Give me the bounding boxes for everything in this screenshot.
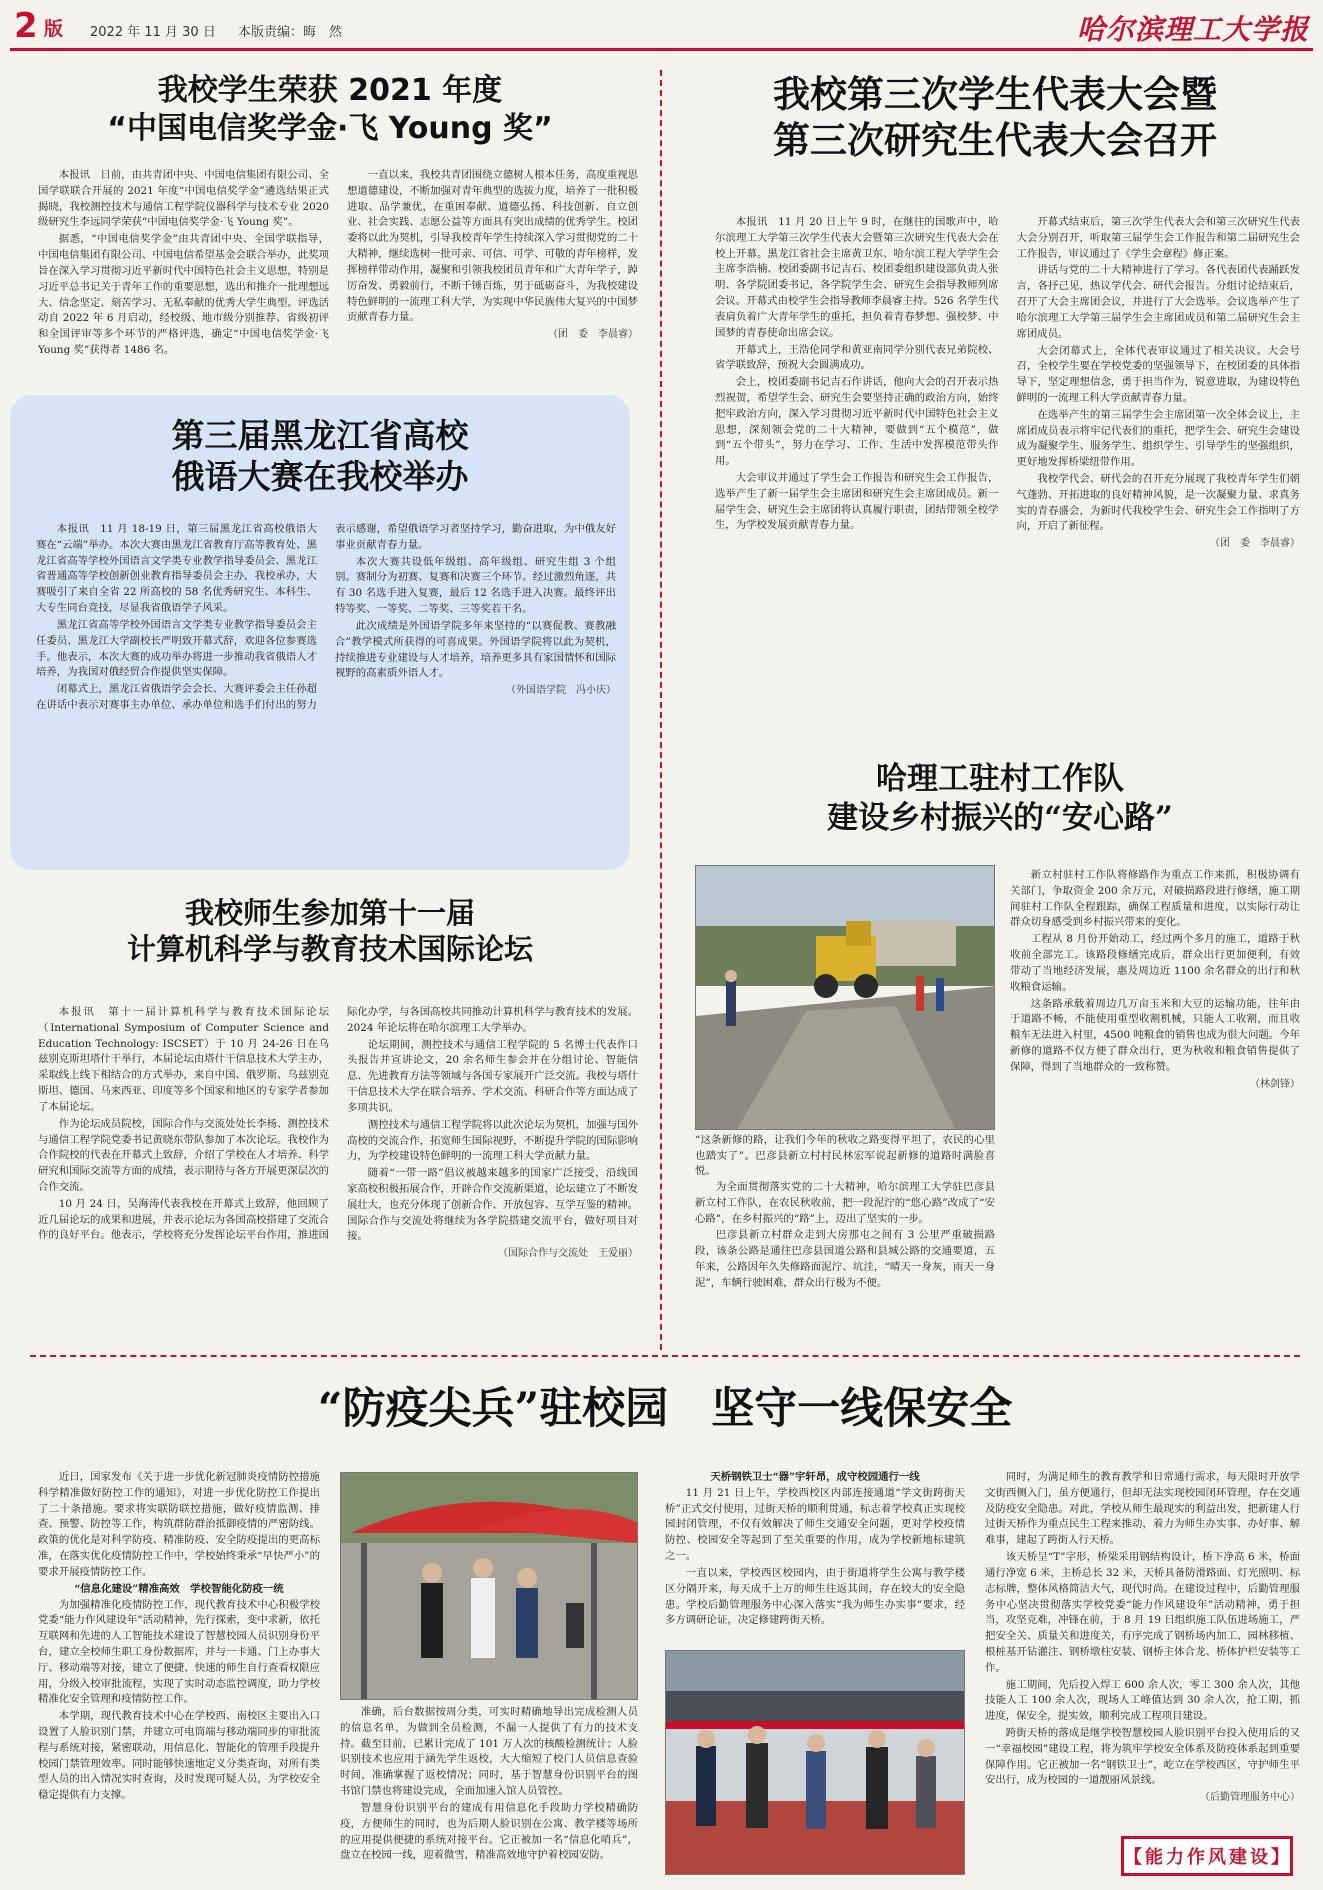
article1-title-line2: “中国电信奖学金·飞 Young 奖” xyxy=(107,110,553,146)
paragraph: 这条路承载着周边几万亩玉米和大豆的运输功能，往年由于道路不畅，不能使用重型收割机械，只能人工收割，而且收粮车无法进入村里，4500 吨粮食的销售也成为很大问题。今年新修的道路不仅方便了群众出行，更为秋收和粮食销售提供了保障，得到了当地群众的一致称赞。 xyxy=(1010,997,1300,1073)
subheading: “信息化建设”精准高效 学校智能化防疫一统 xyxy=(74,1582,284,1595)
paragraph: 同时，为满足师生的教育教学和日常通行需求，每天限时开放学文街西侧入门，虽方便通行，但却无法实现校园闭环管理，存在交通及防疫安全隐患。对此，学校从师生最现实的利益出发，把新建人行过街天桥作为重点民生工程来推动，着力为师生办实事、办好事、解难事，建起了跨街人行天桥。 xyxy=(985,1471,1300,1547)
paragraph: 我校学代会、研代会的召开充分展现了我校青年学生们朝气蓬勃、开拓进取的良好精神风貌，是一次凝聚力量、求真务实的青春盛会，为新时代我校学生会、研究生会工作指明了方向，开启了新征程。 xyxy=(1016,473,1300,533)
paragraph: 智慧身份识别平台的建成有用信息化手段助力学校精确防疫，方便师生的同时，也为后期人脸识别在公寓、教学楼等场所的应用提供便捷的系统对接平台。它正被加一名“信息化哨兵”，盘立在校园一线，迎着微雪，精准高效地守护着校园安防。 xyxy=(340,1801,638,1862)
paragraph: 巴彦县新立村群众走到大房那屯之间有 3 公里严重破损路段，该条公路是通往巴彦县国道公路和县城公路的交通要道，五年来，公路因年久失修路面泥泞、坑洼，“晴天一身灰，雨天一身泥”，车辆行驶困难，群众出行极为不便。 xyxy=(695,1229,995,1289)
column-tag: 【能力作风建设】 xyxy=(1121,1836,1293,1876)
paragraph: 本报讯 第十一届计算机科学与教育技术国际论坛（International Symposium of Computer Science and Education Technology: ISCSET）于 10 月 24-26 日在乌兹别克斯坦塔什干举行，本届论坛由塔什干信息技术大学主办，采取线上线下相结合的方式举办，来自中国、俄罗斯、乌兹别克斯坦、德国、马来西亚、印度等多个国家和地区的专家学者参加了本届论坛。 xyxy=(38,1006,329,1113)
article4-body xyxy=(715,215,1300,723)
section-divider xyxy=(30,1355,1300,1357)
header-rule xyxy=(10,48,1313,51)
paragraph: 准确，后台数据按周分类，可实时精确地导出完成检测人员的信息名单，为做到全员检测，不漏一人提供了有力的技术支持。截至目前，已累计完成了 101 万人次的核酸检测统计；人脸识别技术也应用于涵先学生返校，大大缩短了校门人员信息查验时间，准确掌握了返校情况；同时，基于智慧身份识别平台的图书馆门禁也将建设完成，全面加速入馆人员管控。 xyxy=(340,1706,638,1798)
article4-title-line1: 我校第三次学生代表大会暨 xyxy=(773,73,1217,116)
paragraph: 10 月 24 日，吴海涛代表我校在开幕式上致辞，他回顾了近几届论坛的成果和进展，并表示论坛为各国高校搭建了交流合作的良好平台。他表示，学校将充分发挥论坛平台作用，推进国际化办学，与各国高校共同推动计算机科学与教育技术的发展。2024 年论坛将在哈尔滨理工大学举办。 xyxy=(38,1006,638,1242)
paragraph: 一直以来，我校共青团围绕立德树人根本任务，高度重视思想道德建设，不断加强对青年典型的选拔力度，培养了一批积极进取、品学兼优，在重困奉献、道德弘扬、科技创新、自立创业、社会实践、志愿公益等方面具有突出成绩的优秀学生。校团委将以此为契机，引导我校青年学生持续深入学习贯彻党的二十大精神，继续选树一批可亲、可信、可学、可敬的青年榜样，发挥榜样带动作用，凝聚和引领我校团员青年和广大青年学子，踔厉奋发、勇毅前行，不断千锤百炼，男于砥砺奋斗，为我校建设特色鲜明的一流理工科大学，为实现中华民族伟大复兴的中国梦贡献青春力量。 xyxy=(347,169,638,324)
article5-body-right xyxy=(1010,868,1300,1333)
road-construction-image xyxy=(696,866,995,1130)
article6-byline: （后勤管理服务中心） xyxy=(1200,1792,1300,1804)
paragraph: 测控技术与通信工程学院将以此次论坛为契机，加强与国外高校的交流合作，拓宽师生国际视野，不断提升学院的国际影响力，为学校建设特色鲜明的一流理工科大学贡献力量。 xyxy=(347,1118,638,1163)
paragraph: 大会闭幕式上，全体代表审议通过了相关决议。大会号召，全校学生要在学校党委的坚强领导下，在校团委的具体指导下，坚定理想信念，勇于担当作为，锐意进取，为建设特色鲜明的一流理工科大学贡献青春力量。 xyxy=(1016,344,1300,404)
article1-byline: （团 委 李晨睿） xyxy=(548,329,638,341)
article5-title-line2: 建设乡村振兴的“安心路” xyxy=(827,799,1173,836)
paragraph: 本次大赛共设低年级组、高年级组、研究生组 3 个组别。赛制分为初赛、复赛和决赛三个环节。经过激烈角逐，共有 30 名选手进入复赛，最后 12 名选手进入决赛。最终评出特等奖、一等奖、二等奖、三等奖若干名。 xyxy=(335,555,616,616)
paragraph: 黑龙江省高等学校外国语言文学类专业教学指导委员会主任委员、黑龙江大学副校长严明致开幕式辞，欢迎各位参赛选手。他表示，本次大赛的成功举办将进一步推动我省俄语人才培养，为我国对俄经贸合作提供坚实保障。 xyxy=(36,618,317,679)
page-editor: 本版责编：晦 然 xyxy=(237,25,342,40)
paragraph: 闭幕式上，黑龙江省俄语学会会长、大赛评委会主任孙超在讲话中表示对赛事主办单位、承办单位和选手们付出的努力表示感谢，希望俄语学习者坚持学习，勤奋进取，为中俄友好事业贡献青春力量。 xyxy=(36,523,616,711)
article1-title-line1: 我校学生荣获 2021 年度 xyxy=(157,73,503,108)
footbridge-image xyxy=(666,1651,965,1875)
paragraph: 近日，国家发布《关于进一步优化新冠肺炎疫情防控措施科学精准做好防控工作的通知》，对进一步优化防控工作提出了二十条措施。要求将实联防联控措施，做好疫情监测、排查、预警、防控等工作，构筑群防群治抵御疫情的严密防线。政策的优化是对科学防疫、精准防疫、安全防疫提出的更高标准，在落实优化疫情防控工作中，学校始终秉承“早快严小”的要求开展疫情防控工作。 xyxy=(38,1471,320,1578)
article5-title xyxy=(700,760,1300,838)
article6-col3 xyxy=(665,1470,965,1645)
article2-title-line1: 第三届黑龙江省高校 xyxy=(171,416,469,455)
paragraph: 新立村驻村工作队将修路作为重点工作来抓，积极协调有关部门，争取资金 200 余万元，对破损路段进行修缮，施工期间驻村工作队全程跟踪，确保工程质量和进度，以实际行动让群众切身感受到乡村振兴带来的变化。 xyxy=(1010,869,1300,929)
column-divider xyxy=(660,70,662,1350)
paragraph: 大会审议并通过了学生会工作报告和研究生会工作报告，选举产生了新一届学生会主席团和研究生会主席团成员。新一届学生会、研究生会主席团将认真履行职责，团结带领全校学生，为学校发展贡献青春力量。 xyxy=(715,472,999,532)
article3-title-line1: 我校师生参加第十一届 xyxy=(184,896,475,930)
paragraph: 为加强精准化疫情防控工作，现代教育技术中心积极学校党委“能力作风建设年”活动精神，先行探索，变中求新，依托互联网和先进的人工智能技术建设了智慧校园人员识别身份平台，建立全校师生职工身份数据库，并与一卡通、门上办事大厅、移动端等对接，建立了便捷、快速的师生自行查看权限应用，分级入校审批流程，实现了实时动态监控调度，助力学校精准化安全管理和疫情防控工作。 xyxy=(38,1598,320,1706)
article5-byline: （林剑锋） xyxy=(1250,1078,1300,1090)
road-construction-photo xyxy=(695,865,995,1130)
article1-body xyxy=(38,168,638,376)
issue-date: 2022 年 11 月 30 日 xyxy=(90,25,216,40)
article6-col4 xyxy=(985,1470,1300,1815)
article2-body xyxy=(36,522,616,852)
article3-byline: （国际合作与交流处 王爱丽） xyxy=(498,1248,638,1260)
paragraph: 为全面贯彻落实党的二十大精神，哈尔滨理工大学驻巴彦县新立村工作队，在农民秋收前，把一段泥泞的“悠心路”改成了“安心路”，在乡村振兴的“路”上，迈出了坚实的一步。 xyxy=(695,1181,995,1225)
article6-col1 xyxy=(38,1470,320,1875)
paragraph: 讲话与党的二十大精神进行了学习。各代表团代表踊跃发言，各抒己见，热议学代会、研代会报告。分组讨论结束后，召开了大会主席团会议，并进行了大会选举。会议选举产生了哈尔滨理工大学第三届学生会主席团成员和第二届研究生会主席团成员。 xyxy=(1016,264,1300,340)
article4-title-line2: 第三次研究生代表大会召开 xyxy=(773,119,1217,163)
paragraph: 随着“一带一路”倡议被越来越多的国家广泛接受，沿线国家高校积极拓展合作，开辟合作交流新渠道，论坛建立了不断发展壮大，也充分体现了创新合作、开放包容、互学互鉴的精神。国际合作与交流处将继续为各学院搭建交流平台，做好项目对接。 xyxy=(347,1167,638,1243)
header-meta xyxy=(90,21,360,40)
page-label: 版 xyxy=(44,18,64,40)
paragraph: 本报讯 11 月 18-19 日，第三届黑龙江省高校俄语大赛在“云端”举办。本次大赛由黑龙江省教育厅高等教育处、黑龙江省高等学校外国语言文学类专业教学指导委员会、黑龙江省普通高等学校创新创业教育指导委员会主办，我校承办，大赛吸引了来自全省 22 所高校的 58 名优秀研究生、本科生、大专生同台竞技，尽显我省俄语学子风采。 xyxy=(36,523,317,615)
paragraph: 本报讯 11 月 20 日上午 9 时，在继往的国歌声中，哈尔滨理工大学第三次学生代表大会暨第三次研究生代表大会在校上开幕。黑龙江省社会主席黄卫东、哈尔滨工程大学学生会主席李浩楠、校团委副书记吉石、校团委组织建设部负责人张明、各学院团委书记，各学院学生会、研究生会指导教师列席会议。开幕式由校学生会指导教师李晨睿主持。526 名学生代表肩负着广大青年学生的重托，担负着青春梦想、强校梦、中国梦的青春使命出席会议。 xyxy=(715,216,999,339)
paragraph: 开幕式上，王浩伦同学和黄亚南同学分别代表兄弟院校、省学联致辞，预祝大会圆满成功。 xyxy=(715,343,999,372)
footbridge-photo xyxy=(665,1650,965,1875)
paragraph: 工程从 8 月份开始动工，经过两个多月的施工，道路于秋收前全部完工。该路段修缮完成后，群众出行更加便利，有效带动了当地经济发展，惠及周边近 1100 余名群众的出行和秋收粮食运输。 xyxy=(1010,933,1300,993)
page-number: 2 xyxy=(14,6,38,46)
paragraph: 跨街天桥的落成是继学校智慧校园人脸识别平台投入使用后的又一“幸福校园”建设工程，将为筑牢学校安全体系及防疫体系起到重要保障作用。它正被加一名“钢铁卫士”，屹立在学校西区，守护师生平安出行，成为校园的一道靓丽风景线。 xyxy=(985,1727,1300,1787)
article3-title-line2: 计算机科学与教育技术国际论坛 xyxy=(126,932,533,967)
paragraph: 开幕式结束后，第三次学生代表大会和第三次研究生代表大会分别召开，听取第三届学生会工作报告和第二届研究生会工作报告，审议通过了《学生会章程》修正案。 xyxy=(1016,216,1300,260)
article2-title-line2: 俄语大赛在我校举办 xyxy=(171,457,469,497)
article3-body xyxy=(38,1005,638,1317)
paragraph: 施工期间，先后投入焊工 600 余人次，零工 300 余人次，其他技能人工 100 余人次，现场人工峰值达到 30 余人次，抢工期，抓进度，保安全，提实效，顺利完成工程项目建设。 xyxy=(985,1678,1300,1723)
paragraph: 本学期，现代教育技术中心在学校西、南校区主要出入口设置了人脸识别门禁，并建立可电筒端与移动端同步的审批流程与系统对接，紧密联动，用信息化、智能化的管理手段提升校园门禁管理效率。同时能够快速地定义分类查询，对所有类型人员的出入情况实时查询，及时发现可疑人员，为学校安全稳定提供有力支撑。 xyxy=(38,1710,320,1802)
paragraph: 作为论坛成员院校，国际合作与交流处处长李杨、测控技术与通信工程学院党委书记黄晓东带队参加了本次论坛。我校作为合作院校的代表在开幕式上致辞，介绍了学校在人才培养、科学研究和国际交流等方面的成绩，表示期待与各方开展更深层次的合作交流。 xyxy=(38,1117,329,1193)
paragraph: 据悉，“中国电信奖学金”由共青团中央、全国学联指导，中国电信集团有限公司、中国电信希望基金会联合举办，此奖项旨在深入学习贯彻习近平新时代中国特色社会主义思想，特别是习近平总书记关于青年工作的重要思想，选出和推介一批理想远大、信念坚定、刻苦学习、无私奉献的优秀大学生典型。评选活动自 2022 年 6 月启动，经校级、地市级分别推荐、省级初评和全国评审等多个环节的严格评选，确定“中国电信奖学金·飞 Young 奖”获得者 1486 名。 xyxy=(38,233,329,356)
article1-title xyxy=(30,72,630,147)
photo-caption: “这条新修的路，让我们今年的秋收之路变得平坦了，农民的心里也踏实了”。巴彦县新立村村民林宏军说起新修的道路时满脸喜悦。 xyxy=(695,1134,995,1178)
article4-title xyxy=(690,72,1300,165)
subheading: 天桥钢铁卫士“器”宇轩昂，成守校园通行一线 xyxy=(710,1471,920,1483)
paragraph: 会上，校团委副书记吉石作讲话，他向大会的召开表示热烈祝贺，希望学生会、研究生会要坚持正确的政治方向，始终把牢政治方向，深入学习贯彻习近平新时代中国特色社会主义思想，深刻领会党的二十大精神，要做到“五个模范”，做到“五个带头”，努力在学习、工作、生活中发挥模范带头作用。 xyxy=(715,376,999,468)
paragraph: 此次成绩是外国语学院多年来坚持的“以赛促教、赛教融合”教学模式所获得的可喜成果。外国语学院将以此为契机，持续推进专业建设与人才培养，培养更多具有家国情怀和国际视野的高素质外语人才。 xyxy=(335,619,616,680)
article2-byline: （外国语学院 冯小庆） xyxy=(506,685,616,697)
face-recognition-photo xyxy=(340,1472,638,1700)
paragraph: 一直以来，学校西区校园内，由于街道将学生公寓与教学楼区分隔开来，每天成千上万的师生往返其间，存在较大的安全隐患。学校后勤管理服务中心深入落实“我为师生办实事”要求，经多方调研论证，决定修建跨街天桥。 xyxy=(665,1566,965,1627)
paragraph: 本报讯 日前，由共青团中央、中国电信集团有限公司、全国学联联合开展的 2021 年度“中国电信奖学金”遴选结果正式揭晓，我校测控技术与通信工程学院仪器科学与技术专业 2020 级研究生李远同学荣获“中国电信奖学金·飞 Young 奖”。 xyxy=(38,169,329,229)
article6-col2 xyxy=(340,1705,638,1875)
paragraph: 该天桥呈“T”字形，桥梁采用钢结构设计，桥下净高 6 米，桥面通行净宽 6 米，主桥总长 32 米，天桥具备防滑路面、灯光照明、标志标牌，整体风格简洁大气，现代时尚。在建设过程中，后勤管理服务中心坚决贯彻落实学校党委“能力作风建设年”活动精神，勇于担当，攻坚克难，冲锋在前，于 8 月 19 日组织施工队伍进场施工，严把安全关、质量关和进度关，有序完成了钢桥场内加工、园林移植、根桩基开钻灌注、钢桥墩柱安装、钢桥主体合龙、桥体护栏安装等工作。 xyxy=(985,1551,1300,1674)
campus-gate-image xyxy=(341,1473,638,1700)
paragraph: 在选举产生的第三届学生会主席团第一次全体会议上，主席团成员表示将牢记代表们的重托，把学生会、研究生会建设成为凝聚学生、服务学生、组织学生、引导学生的坚强组织，更好地发挥桥梁纽带作用。 xyxy=(1016,408,1300,469)
paragraph: 论坛期间，测控技术与通信工程学院的 5 名博士代表作口头报告并宣讲论文，20 余名师生参会并在分组讨论、智能信息、先进教育方法等领域与各国专家展开广泛交流。我校与塔什干信息技术大学在联合培养、学术交流、科研合作等方面达成了多项共识。 xyxy=(347,1038,638,1114)
article3-title xyxy=(30,895,630,968)
article2-title xyxy=(40,415,600,498)
article6-title: “防疫尖兵”驻校园 坚守一线保安全 xyxy=(317,1384,1013,1434)
article5-title-line1: 哈理工驻村工作队 xyxy=(876,761,1124,797)
article4-byline: （团 委 李晨睿） xyxy=(1210,538,1300,550)
article5-body-left xyxy=(695,1180,995,1335)
masthead: 哈尔滨理工大学报 xyxy=(1076,13,1309,46)
paragraph: 11 月 21 日上午，学校西校区内部连接通道“学文街跨街天桥”正式交付使用，过街天桥的顺利贯通，标志着学校真正实现校园封闭管理，不仅有效解决了师生交通安全问题，更对学校疫情防控、校园安全等起到了至关重要的作用，成为学校新地标建筑之一。 xyxy=(665,1486,965,1563)
